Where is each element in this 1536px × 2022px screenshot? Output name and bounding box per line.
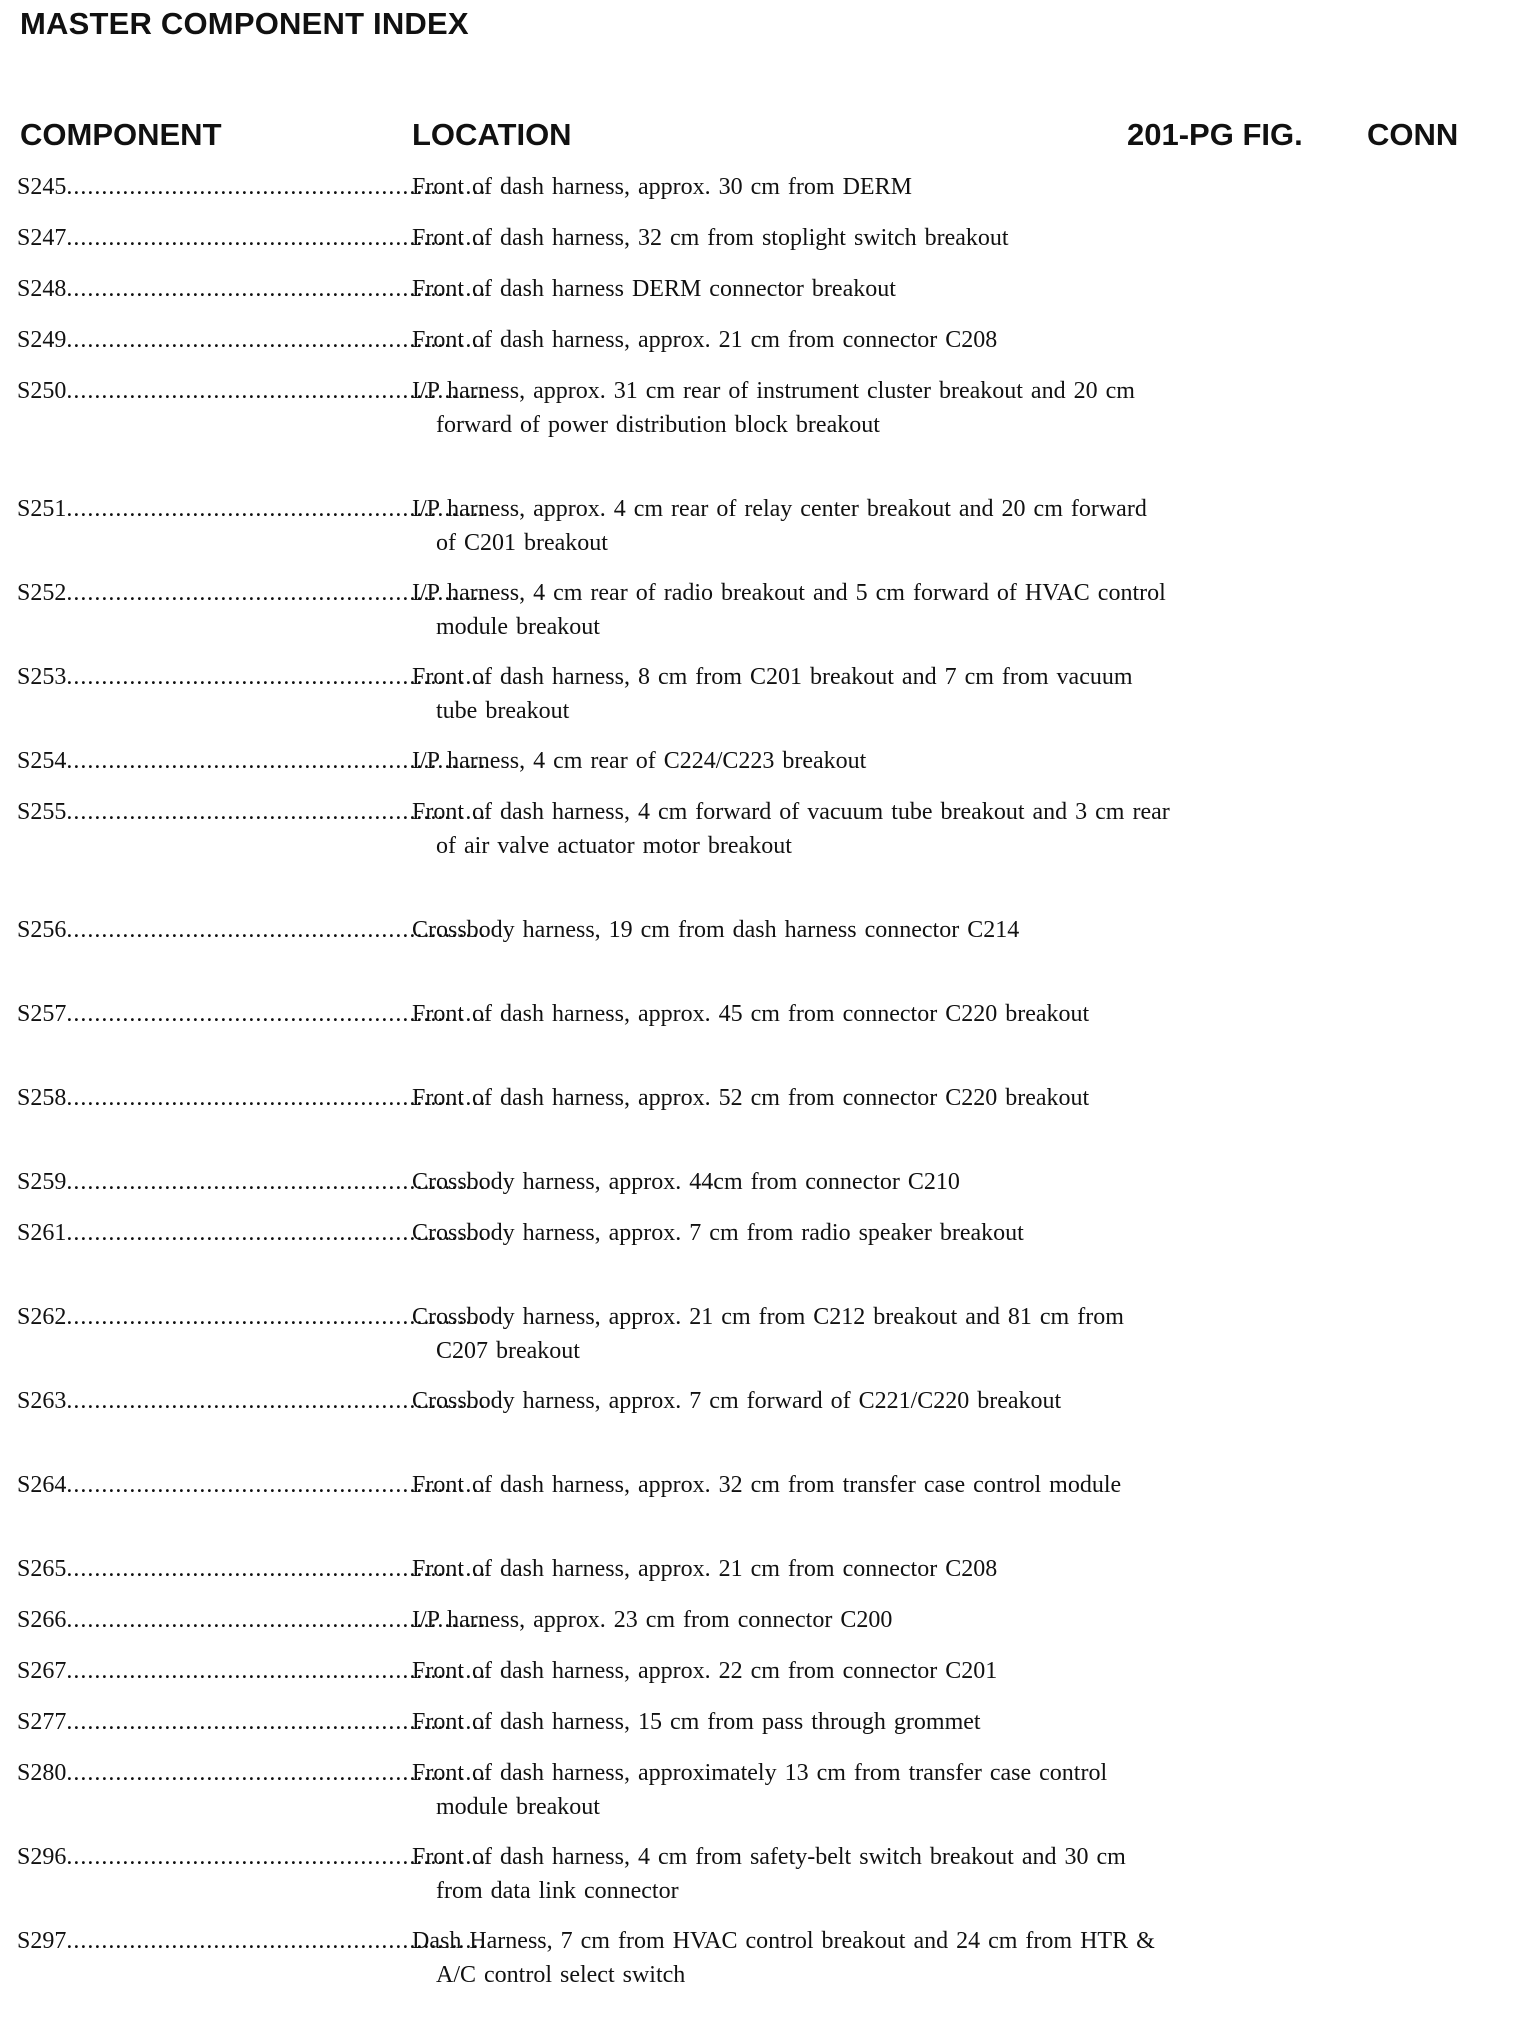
location-cell: Crossbody harness, approx. 7 cm forward of C221/C220 breakout (412, 1388, 1062, 1414)
component-id-cell (17, 323, 487, 357)
component-id: S297 (17, 1928, 67, 1954)
dot-leader: ............................................................ (66, 580, 487, 606)
location-cell: Crossbody harness, approx. 21 cm from C212 breakout and 81 cm from C207 breakout (412, 1304, 1124, 1364)
location-cell: Front of dash harness, approx. 52 cm from connector C220 breakout (412, 1085, 1090, 1111)
component-id-cell (17, 1165, 487, 1199)
dot-leader: ............................................................ (66, 1760, 487, 1786)
table-row (0, 1300, 1536, 1384)
dot-leader: ............................................................ (66, 748, 487, 774)
dot-leader: ............................................................ (66, 276, 487, 302)
dot-leader: ............................................................ (66, 1220, 487, 1246)
table-row (0, 997, 1536, 1081)
column-header-component: COMPONENT (20, 117, 222, 152)
component-id: S265 (17, 1556, 67, 1582)
location-cell: Front of dash harness, approx. 45 cm from connector C220 breakout (412, 1001, 1090, 1027)
dot-leader: ............................................................ (66, 664, 487, 690)
component-id-cell (17, 1654, 487, 1688)
table-row (0, 1840, 1536, 1924)
column-header-location: LOCATION (412, 117, 572, 152)
component-id: S264 (17, 1472, 67, 1498)
component-id-cell (17, 744, 487, 778)
component-id: S251 (17, 496, 67, 522)
location-cell: Front of dash harness, 15 cm from pass through grommet (412, 1709, 981, 1735)
component-id: S255 (17, 799, 67, 825)
dot-leader: ............................................................ (66, 174, 487, 200)
dot-leader: ............................................................ (66, 378, 487, 404)
dot-leader: ............................................................ (66, 917, 487, 943)
component-id: S296 (17, 1844, 67, 1870)
table-row (0, 1924, 1536, 2008)
location-cell: I/P harness, approx. 4 cm rear of relay center breakout and 20 cm forward of C201 breakout (412, 496, 1147, 556)
location-cell: Front of dash harness, 4 cm from safety-belt switch breakout and 30 cm from data link connector (412, 1844, 1126, 1904)
location-cell: Front of dash harness, approx. 32 cm from transfer case control module (412, 1472, 1122, 1498)
page-title: MASTER COMPONENT INDEX (20, 6, 469, 41)
component-id-cell (17, 1924, 487, 1958)
component-id-cell (17, 170, 487, 204)
table-row (0, 221, 1536, 272)
dot-leader: ............................................................ (66, 1607, 487, 1633)
table-row (0, 1756, 1536, 1840)
component-id: S256 (17, 917, 67, 943)
table-row (0, 170, 1536, 221)
location-cell: Front of dash harness, approx. 21 cm from connector C208 (412, 1556, 998, 1582)
table-row (0, 576, 1536, 660)
table-row (0, 1216, 1536, 1300)
component-id: S247 (17, 225, 67, 251)
location-cell: Crossbody harness, approx. 44cm from connector C210 (412, 1169, 960, 1195)
component-id: S253 (17, 664, 67, 690)
component-id: S280 (17, 1760, 67, 1786)
component-id-cell (17, 1840, 487, 1874)
table-row (0, 492, 1536, 576)
component-id-cell (17, 1216, 487, 1250)
location-cell: Front of dash harness, approx. 22 cm from connector C201 (412, 1658, 998, 1684)
table-row (0, 1705, 1536, 1756)
location-cell: Front of dash harness DERM connector breakout (412, 276, 896, 302)
location-cell: Front of dash harness, 32 cm from stoplight switch breakout (412, 225, 1009, 251)
location-cell: Front of dash harness, approximately 13 cm from transfer case control module breakout (412, 1760, 1108, 1820)
table-row (0, 1384, 1536, 1468)
dot-leader: ............................................................ (66, 1709, 487, 1735)
table-row (0, 1165, 1536, 1216)
dot-leader: ............................................................ (66, 1658, 487, 1684)
dot-leader: ............................................................ (66, 1388, 487, 1414)
dot-leader: ............................................................ (66, 1169, 487, 1195)
component-id-cell (17, 374, 487, 408)
component-id-cell (17, 1468, 487, 1502)
component-id-cell (17, 1552, 487, 1586)
dot-leader: ............................................................ (66, 1001, 487, 1027)
component-id-cell (17, 492, 487, 526)
dot-leader: ............................................................ (66, 1844, 487, 1870)
location-cell: Front of dash harness, 8 cm from C201 breakout and 7 cm from vacuum tube breakout (412, 664, 1133, 724)
table-row (0, 913, 1536, 997)
location-cell: I/P harness, 4 cm rear of C224/C223 breakout (412, 748, 867, 774)
location-cell: Dash Harness, 7 cm from HVAC control breakout and 24 cm from HTR & A/C control select switch (412, 1928, 1155, 1988)
table-row (0, 795, 1536, 913)
component-index-table (0, 170, 1536, 2008)
table-row (0, 374, 1536, 492)
component-id-cell (17, 272, 487, 306)
component-id: S257 (17, 1001, 67, 1027)
location-cell: I/P harness, approx. 23 cm from connector C200 (412, 1607, 893, 1633)
table-row (0, 323, 1536, 374)
component-id: S263 (17, 1388, 67, 1414)
component-id-cell (17, 1705, 487, 1739)
location-cell: Front of dash harness, approx. 30 cm from DERM (412, 174, 912, 200)
table-row (0, 1468, 1536, 1552)
component-id-cell (17, 1300, 487, 1334)
component-id: S245 (17, 174, 67, 200)
location-cell: Front of dash harness, 4 cm forward of vacuum tube breakout and 3 cm rear of air valve actuator motor breakout (412, 799, 1170, 859)
table-row (0, 272, 1536, 323)
location-cell: I/P harness, approx. 31 cm rear of instrument cluster breakout and 20 cm forward of power distribution block breakout (412, 378, 1135, 438)
component-id: S267 (17, 1658, 67, 1684)
component-id: S259 (17, 1169, 67, 1195)
component-id-cell (17, 1384, 487, 1418)
component-id-cell (17, 795, 487, 829)
location-cell: Crossbody harness, approx. 7 cm from radio speaker breakout (412, 1220, 1024, 1246)
component-id: S277 (17, 1709, 67, 1735)
table-row (0, 1552, 1536, 1603)
dot-leader: ............................................................ (66, 1556, 487, 1582)
dot-leader: ............................................................ (66, 1472, 487, 1498)
component-id: S258 (17, 1085, 67, 1111)
table-row (0, 744, 1536, 795)
dot-leader: ............................................................ (66, 799, 487, 825)
dot-leader: ............................................................ (66, 1928, 487, 1954)
table-row (0, 1603, 1536, 1654)
table-row (0, 1654, 1536, 1705)
location-cell: I/P harness, 4 cm rear of radio breakout and 5 cm forward of HVAC control module breakout (412, 580, 1166, 640)
component-id: S249 (17, 327, 67, 353)
table-row (0, 660, 1536, 744)
component-id-cell (17, 660, 487, 694)
component-id: S254 (17, 748, 67, 774)
component-id-cell (17, 1756, 487, 1790)
component-id: S262 (17, 1304, 67, 1330)
column-header-page-fig: 201-PG FIG. (1127, 117, 1303, 152)
component-id-cell (17, 1603, 487, 1637)
component-id-cell (17, 221, 487, 255)
component-id-cell (17, 913, 487, 947)
dot-leader: ............................................................ (66, 225, 487, 251)
dot-leader: ............................................................ (66, 327, 487, 353)
component-id: S250 (17, 378, 67, 404)
component-id: S248 (17, 276, 67, 302)
component-id: S266 (17, 1607, 67, 1633)
dot-leader: ............................................................ (66, 496, 487, 522)
component-id-cell (17, 1081, 487, 1115)
component-id: S261 (17, 1220, 67, 1246)
component-id-cell (17, 997, 487, 1031)
component-id: S252 (17, 580, 67, 606)
component-id-cell (17, 576, 487, 610)
column-header-conn: CONN (1367, 117, 1459, 152)
table-row (0, 1081, 1536, 1165)
dot-leader: ............................................................ (66, 1085, 487, 1111)
location-cell: Crossbody harness, 19 cm from dash harness connector C214 (412, 917, 1020, 943)
location-cell: Front of dash harness, approx. 21 cm from connector C208 (412, 327, 998, 353)
dot-leader: ............................................................ (66, 1304, 487, 1330)
